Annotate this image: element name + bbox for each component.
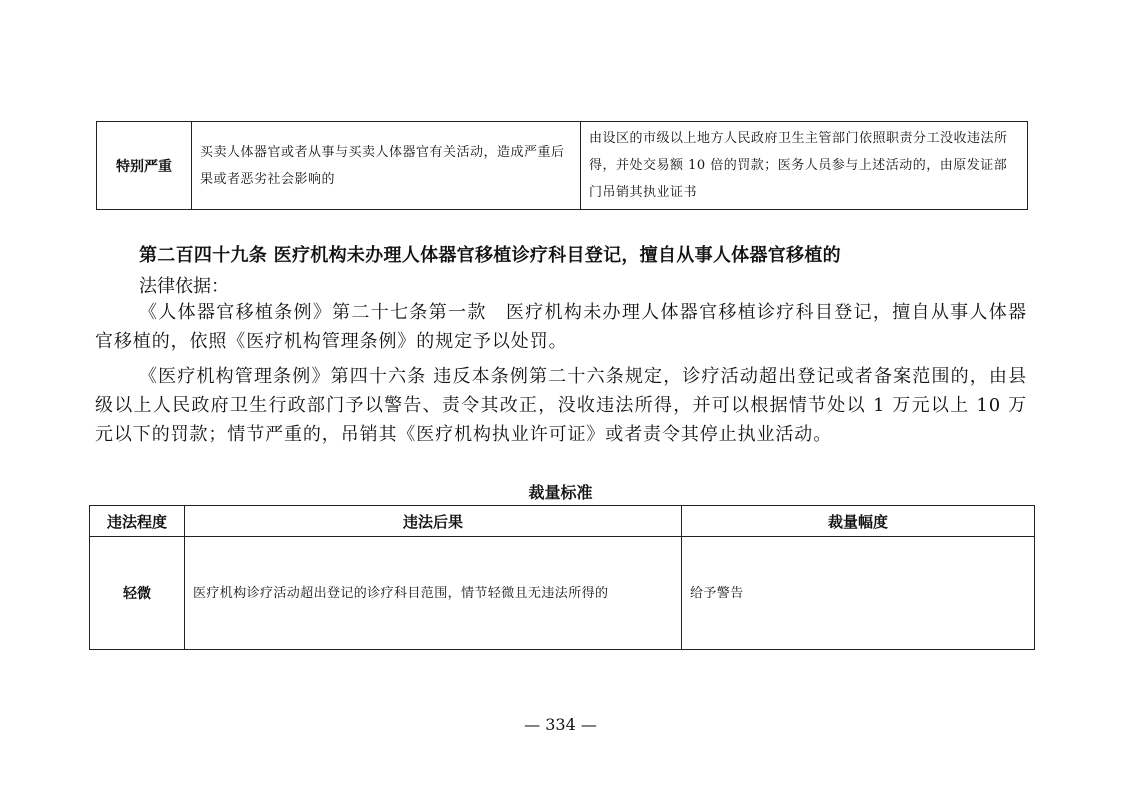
table-header-row <box>90 506 1035 537</box>
severity-level-cell: 特别严重 <box>97 122 192 210</box>
table-row <box>90 537 1035 650</box>
severity-level-cell: 轻微 <box>90 537 185 650</box>
column-header-penalty: 裁量幅度 <box>682 506 1035 537</box>
discretion-standard-table <box>89 505 1035 650</box>
top-continuation-table <box>96 121 1028 210</box>
penalty-range-cell: 由设区的市级以上地方人民政府卫生主管部门依照职责分工没收违法所得，并处交易额 10 倍的罚款；医务人员参与上述活动的，由原发证部门吊销其执业证书 <box>581 122 1028 210</box>
table-row <box>97 122 1028 210</box>
legal-basis-paragraph: 《医疗机构管理条例》第四十六条 违反本条例第二十六条规定，诊疗活动超出登记或者备案范围的，由县级以上人民政府卫生行政部门予以警告、责令其改正，没收违法所得，并可以根据情节处以 1 万元以上 10 万元以下的罚款；情节严重的，吊销其《医疗机构执业许可证》或者责令其停止执业活动。 <box>95 366 1027 445</box>
legal-basis-label: 法律依据： <box>139 276 229 297</box>
standard-table-title: 裁量标准 <box>528 483 593 502</box>
violation-consequence-cell: 买卖人体器官或者从事与买卖人体器官有关活动，造成严重后果或者恶劣社会影响的 <box>192 122 581 210</box>
column-header-consequence: 违法后果 <box>185 506 682 537</box>
page-number: — 334 — <box>524 715 597 734</box>
column-header-level: 违法程度 <box>90 506 185 537</box>
violation-consequence-cell: 医疗机构诊疗活动超出登记的诊疗科目范围，情节轻微且无违法所得的 <box>185 537 682 650</box>
article-section <box>139 240 1029 301</box>
article-heading: 第二百四十九条 医疗机构未办理人体器官移植诊疗科目登记，擅自从事人体器官移植的 <box>139 245 841 266</box>
penalty-range-cell: 给予警告 <box>682 537 1035 650</box>
legal-basis-paragraph: 《人体器官移植条例》第二十七条第一款 医疗机构未办理人体器官移植诊疗科目登记，擅自从事人体器官移植的，依照《医疗机构管理条例》的规定予以处罚。 <box>95 302 1027 352</box>
